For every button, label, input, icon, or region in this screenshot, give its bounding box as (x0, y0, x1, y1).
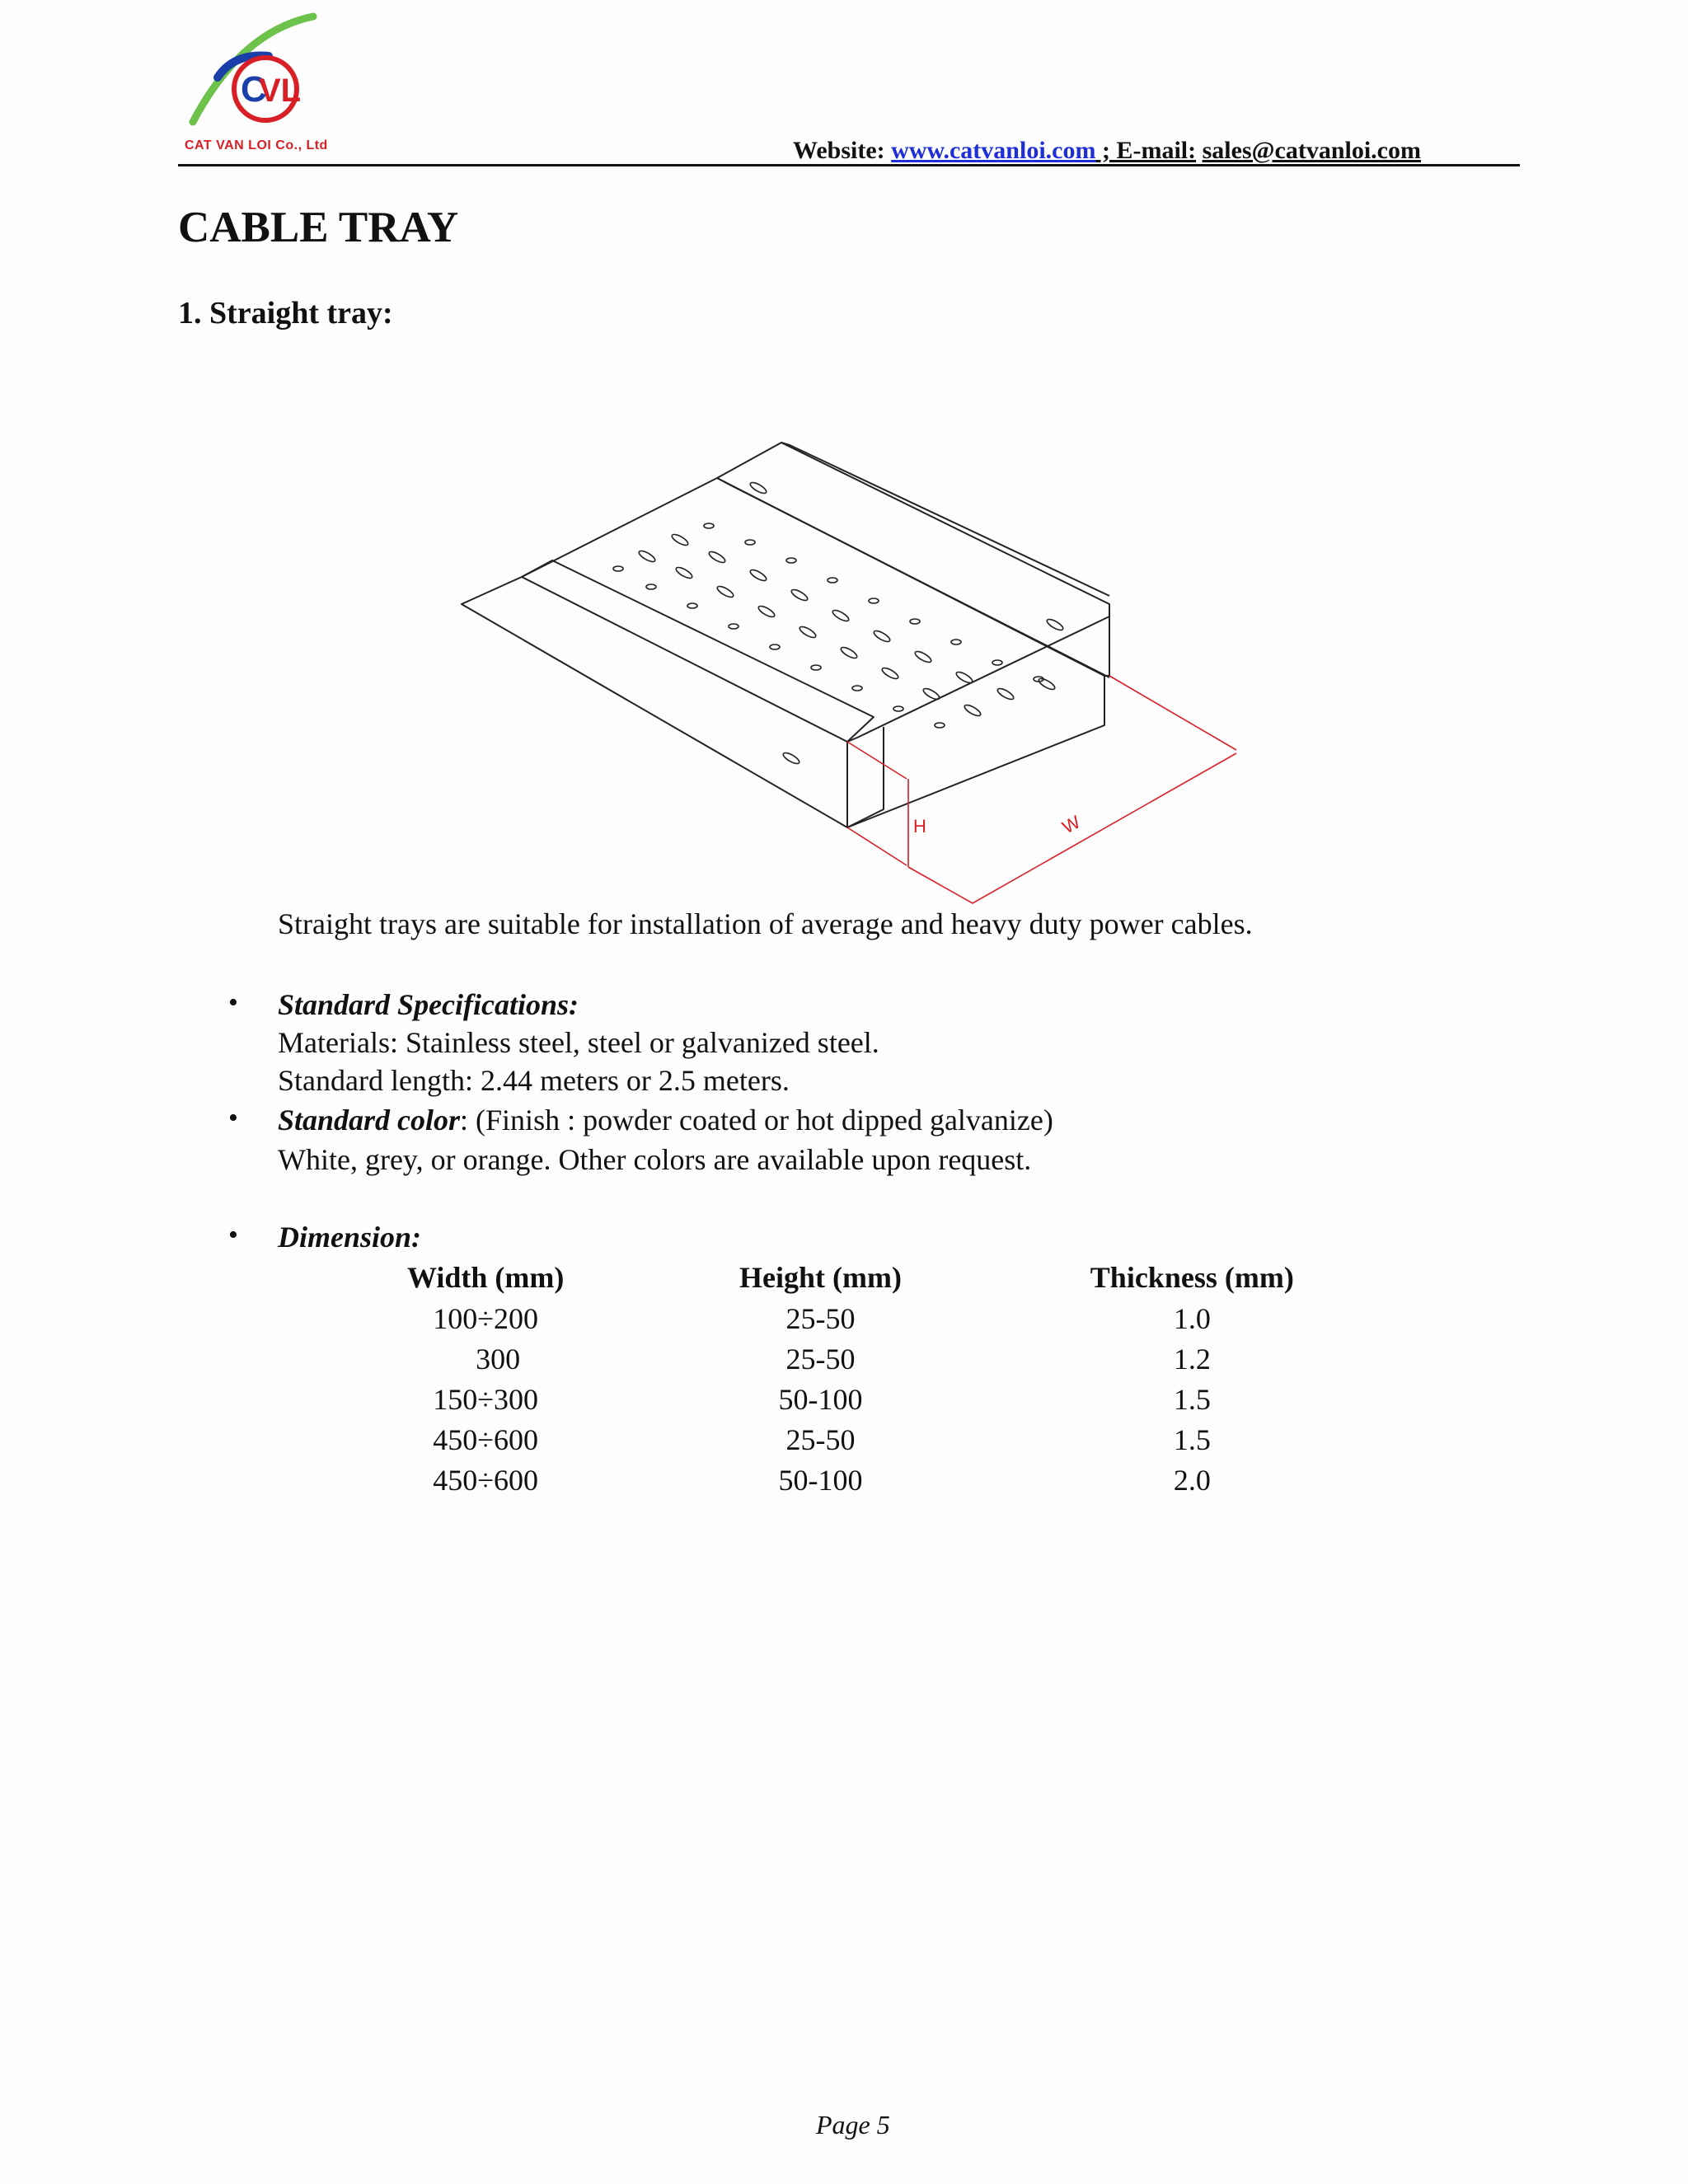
width-label: W (1058, 811, 1084, 838)
color-line (278, 1103, 1053, 1137)
width-cell: 450÷600 (433, 1422, 539, 1456)
dimension-table (371, 1257, 1343, 1500)
col-width-header: Width (mm) (406, 1261, 565, 1294)
straight-tray-drawing (445, 404, 1253, 915)
width-cell: 150÷300 (433, 1382, 539, 1416)
width-cell: 450÷600 (433, 1463, 539, 1497)
email-address[interactable]: sales@catvanloi.com (1202, 137, 1421, 164)
tray-floor-inner (522, 560, 874, 742)
section-heading: 1. Straight tray: (178, 296, 393, 330)
email-label: ; E-mail: (1095, 137, 1197, 164)
intro-paragraph: Straight trays are suitable for installation of average and heavy duty power cables. (278, 907, 1253, 940)
height-label: H (913, 816, 926, 837)
header-divider (178, 164, 1520, 166)
tray-far-wall-lip (781, 443, 1109, 596)
table-row (371, 1460, 1343, 1500)
page-number: Page 5 (816, 2110, 890, 2139)
table-header-row (371, 1257, 1343, 1298)
thickness-cell: 1.5 (1173, 1422, 1211, 1456)
height-dimension-line (847, 742, 908, 867)
page-title: CABLE TRAY (178, 204, 459, 251)
bullet-dimension: • (228, 1220, 238, 1250)
tray-near-wall (847, 727, 884, 827)
thickness-cell: 1.2 (1173, 1342, 1211, 1376)
tray-floor (462, 577, 847, 827)
color-heading: Standard color (278, 1104, 461, 1137)
table-row (371, 1379, 1343, 1419)
company-logo (183, 7, 331, 155)
height-cell: 25-50 (785, 1342, 856, 1376)
height-cell: 50-100 (778, 1382, 863, 1416)
table-row (371, 1419, 1343, 1460)
width-dimension-line (908, 676, 1236, 903)
height-cell: 50-100 (778, 1463, 863, 1497)
spec-length: Standard length: 2.44 meters or 2.5 meters. (278, 1064, 790, 1097)
height-cell: 25-50 (785, 1422, 856, 1456)
spec-materials: Materials: Stainless steel, steel or galvanized steel. (278, 1026, 879, 1059)
spec-heading: Standard Specifications: (278, 988, 579, 1021)
thickness-cell: 1.5 (1173, 1382, 1211, 1416)
height-cell: 25-50 (785, 1301, 856, 1335)
svg-text:C: C (241, 69, 267, 110)
color-finish: : (Finish : powder coated or hot dipped galvanize) (460, 1104, 1053, 1137)
company-name: CAT VAN LOI Co., Ltd (185, 138, 328, 152)
svg-text:VL: VL (259, 73, 302, 109)
tray-far-wall (717, 443, 1109, 676)
bullet-color: • (228, 1103, 238, 1133)
table-row (371, 1338, 1343, 1379)
thickness-cell: 1.0 (1173, 1301, 1211, 1335)
thickness-cell: 2.0 (1173, 1463, 1211, 1497)
width-cell: 100÷200 (433, 1301, 539, 1335)
tray-base (522, 478, 1104, 827)
color-options: White, grey, or orange. Other colors are available upon request. (278, 1143, 1032, 1176)
col-thickness-header: Thickness (mm) (1090, 1261, 1294, 1294)
bullet-spec: • (228, 987, 238, 1018)
width-cell: 300 (476, 1342, 521, 1376)
table-row (371, 1298, 1343, 1338)
header-contact (793, 137, 1421, 165)
website-label: Website: (793, 137, 885, 164)
website-link[interactable]: www.catvanloi.com (891, 137, 1096, 164)
col-height-header: Height (mm) (738, 1261, 902, 1294)
dimension-heading: Dimension: (278, 1221, 422, 1254)
